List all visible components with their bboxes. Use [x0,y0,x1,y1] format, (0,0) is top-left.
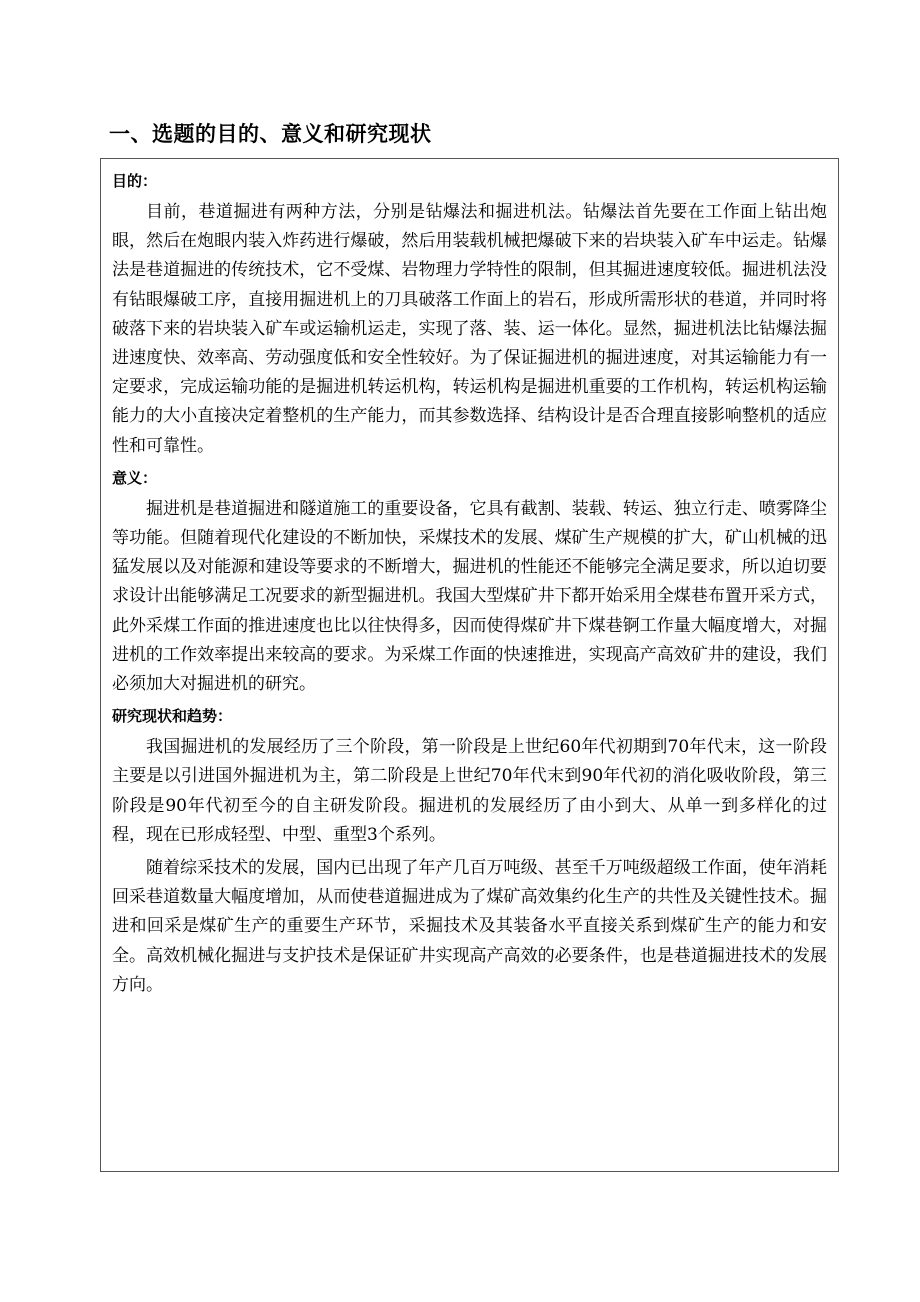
status-paragraph-2: 随着综采技术的发展，国内已出现了年产几百万吨级、甚至千万吨级超级工作面，使年消耗回采巷道数量大幅度增加，从而使巷道掘进成为了煤矿高效集约化生产的共性及关键性技术。掘进和回采是煤矿生产的重要生产环节，采掘技术及其装备水平直接关系到煤矿生产的能力和安全。高效机械化掘进与支护技术是保证矿井实现高产高效的必要条件，也是巷道掘进技术的发展方向。 [112,858,827,995]
purpose-paragraph: 目前，巷道掘进有两种方法，分别是钻爆法和掘进机法。钻爆法首先要在工作面上钻出炮眼，然后在炮眼内装入炸药进行爆破，然后用装载机械把爆破下来的岩块装入矿车中运走。钻爆法是巷道掘进的传统技术，它不受煤、岩物理力学特性的限制，但其掘进速度较低。掘进机法没有钻眼爆破工序，直接用掘进机上的刀具破落工作面上的岩石，形成所需形状的巷道，并同时将破落下来的岩块装入矿车或运输机运走，实现了落、装、运一体化。显然，掘进机法比钻爆法掘进速度快、效率高、劳动强度低和安全性较好。为了保证掘进机的掘进速度，对其运输能力有一定要求，完成运输功能的是掘进机转运机构，转运机构是掘进机重要的工作机构，转运机构运输能力的大小直接决定着整机的生产能力，而其参数选择、结构设计是否合理直接影响整机的适应性和可靠性。 [112,202,827,456]
status-paragraph-1: 我国掘进机的发展经历了三个阶段，第一阶段是上世纪60年代初期到70年代末，这一阶段主要是以引进国外掘进机为主，第二阶段是上世纪70年代末到90年代初的消化吸收阶段，第三阶段是90年代初至今的自主研发阶段。掘进机的发展经历了由小到大、从单一到多样化的过程，现在已形成轻型、中型、重型3个系列。 [112,737,827,845]
content-box [100,158,839,1172]
significance-paragraph: 掘进机是巷道掘进和隧道施工的重要设备，它具有截割、装载、转运、独立行走、喷雾降尘等功能。但随着现代化建设的不断加快，采煤技术的发展、煤矿生产规模的扩大，矿山机械的迅猛发展以及对能源和建设等要求的不断增大，掘进机的性能还不能够完全满足要求，所以迫切要求设计出能够满足工况要求的新型掘进机。我国大型煤矿井下都开始采用全煤巷布置开采方式，此外采煤工作面的推进速度也比以往快得多，因而使得煤矿井下煤巷锕工作量大幅度增大，对掘进机的工作效率提出来较高的要求。为采煤工作面的快速推进，实现高产高效矿井的建设，我们必须加大对掘进机的研究。 [112,498,827,695]
status-label: 研究现状和趋势： [112,707,233,726]
significance-label: 意义： [112,468,158,487]
purpose-label: 目的： [112,172,158,190]
section-heading: 一、选题的目的、意义和研究现状 [109,122,432,146]
